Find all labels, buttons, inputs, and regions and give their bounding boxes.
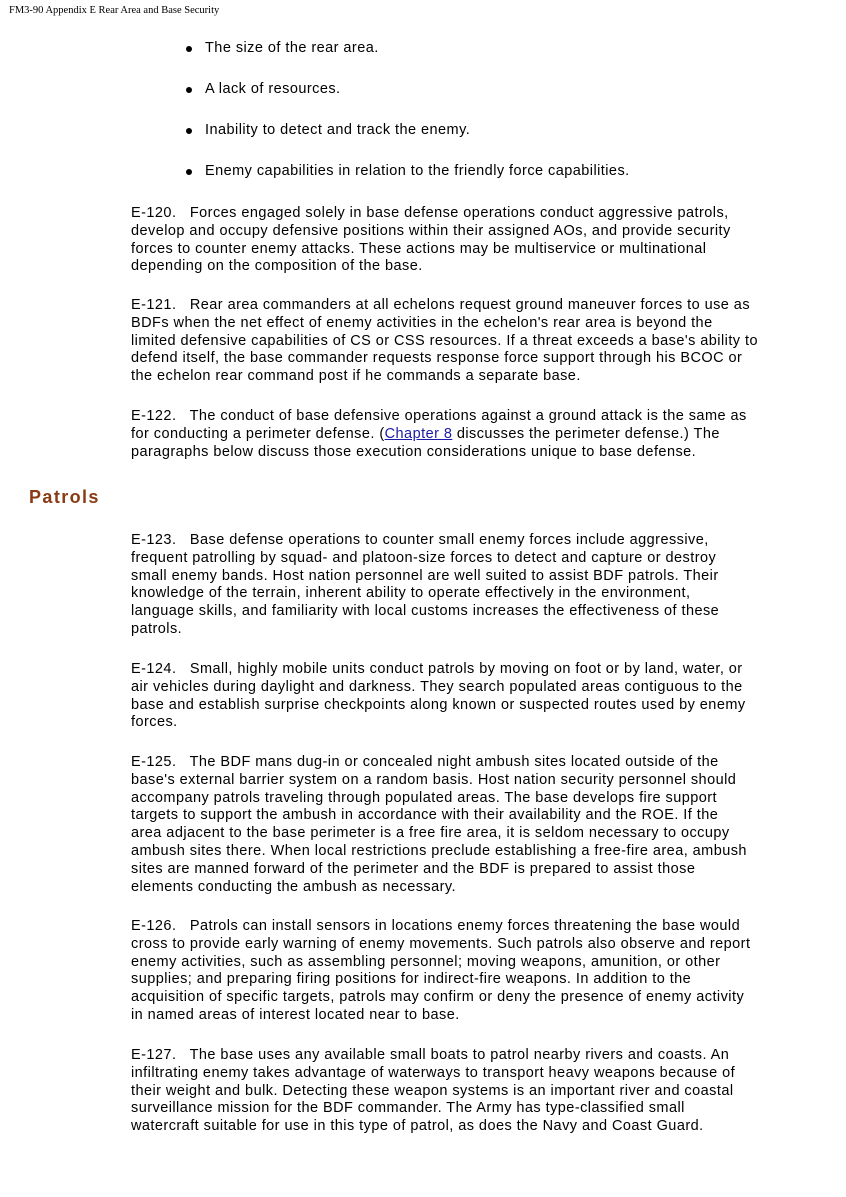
paragraph-e-120 <box>131 205 821 276</box>
paragraph-text-after-link: discusses the perimeter defense.) The paragraphs below discuss those execution considerations unique to base defense. <box>131 425 720 460</box>
bullet-item <box>186 161 630 202</box>
bullet-text: The size of the rear area. <box>205 40 379 56</box>
paragraph-text: Small, highly mobile units conduct patrols by moving on foot or by land, water, or air vehicles during daylight and darkness. They search populated areas contiguous to the base and establish surprise checkpoints along known or suspected routes used by enemy forces. <box>131 661 746 731</box>
bullet-dot-icon <box>186 87 192 93</box>
bullet-dot-icon <box>186 169 192 175</box>
paragraph-e-127 <box>131 1047 821 1136</box>
bullet-text: A lack of resources. <box>205 81 341 97</box>
paragraph-text: Forces engaged solely in base defense operations conduct aggressive patrols, develop and occupy defensive positions within their assigned AOs, and provide security forces to counter enemy attacks. These actions may be multiservice or multinational depending on the composition of the base. <box>131 205 731 275</box>
paragraph-e-124 <box>131 661 821 732</box>
bullet-item <box>186 120 630 161</box>
bullet-item <box>186 79 630 120</box>
paragraph-e-121 <box>131 297 821 386</box>
paragraph-number: E-124. <box>131 661 177 677</box>
paragraph-e-122 <box>131 408 821 461</box>
bullet-item <box>186 38 630 79</box>
paragraph-number: E-127. <box>131 1047 177 1063</box>
paragraph-number: E-125. <box>131 754 177 770</box>
bullet-dot-icon <box>186 128 192 134</box>
paragraph-number: E-123. <box>131 532 177 548</box>
bullet-dot-icon <box>186 46 192 52</box>
paragraph-e-123 <box>131 532 821 639</box>
paragraph-text: Base defense operations to counter small enemy forces include aggressive, frequent patrolling by squad- and platoon-size forces to detect and capture or destroy small enemy bands. Host nation personnel are well suited to assist BDF patrols. Their knowledge of the terrain, inherent ability to operate effectively in the environment, language skills, and familiarity with local customs increases the effectiveness of these patrols. <box>131 532 720 637</box>
bullet-text: Inability to detect and track the enemy. <box>205 122 471 138</box>
paragraph-number: E-122. <box>131 408 177 424</box>
bullet-text: Enemy capabilities in relation to the friendly force capabilities. <box>205 163 630 179</box>
paragraph-e-126 <box>131 918 821 1025</box>
paragraph-text: Patrols can install sensors in locations enemy forces threatening the base would cross to provide early warning of enemy movements. Such patrols also observe and report enemy activities, such as assembling personnel; moving weapons, amunition, or other supplies; and preparing firing positions for indirect-fire weapons. In addition to the acquisition of specific targets, patrols may confirm or deny the presence of enemy activity in named areas of interest located near to base. <box>131 918 751 1023</box>
paragraph-text: The BDF mans dug-in or concealed night ambush sites located outside of the base's external barrier system on a random basis. Host nation security personnel should accompany patrols traveling through populated areas. The base develops fire support targets to support the ambush in accordance with their availability and the ROE. If the area adjacent to the base perimeter is a free fire area, it is seldom necessary to occupy ambush sites there. When local restrictions preclude establishing a free-fire area, ambush sites are manned forward of the perimeter and the BDF is prepared to assist those elements conducting the ambush as necessary. <box>131 754 747 895</box>
chapter-8-link[interactable]: Chapter 8 <box>384 425 453 442</box>
section-heading-patrols: Patrols <box>29 487 100 507</box>
paragraph-text: Rear area commanders at all echelons request ground maneuver forces to use as BDFs when the net effect of enemy activities in the echelon's rear area is beyond the limited defensive capabilities of CS or CSS resources. If a threat exceeds a base's ability to defend itself, the base commander requests response force support through his BCOC or the echelon rear command post if he commands a separate base. <box>131 297 758 385</box>
paragraph-number: E-120. <box>131 205 177 221</box>
running-header: FM3-90 Appendix E Rear Area and Base Security <box>9 5 220 16</box>
paragraph-e-125 <box>131 754 821 896</box>
bullet-list <box>186 38 630 202</box>
paragraph-text: The base uses any available small boats to patrol nearby rivers and coasts. An infiltrating enemy takes advantage of waterways to transport heavy weapons because of their weight and bulk. Detecting these weapon systems is an important river and coastal surveillance mission for the BDF commander. The Army has type-classified small watercraft suitable for use in this type of patrol, as does the Navy and Coast Guard. <box>131 1047 736 1135</box>
paragraph-number: E-126. <box>131 918 177 934</box>
paragraph-text-before-link: The conduct of base defensive operations against a ground attack is the same as for conducting a perimeter defense. ( <box>131 408 747 442</box>
paragraph-number: E-121. <box>131 297 177 313</box>
